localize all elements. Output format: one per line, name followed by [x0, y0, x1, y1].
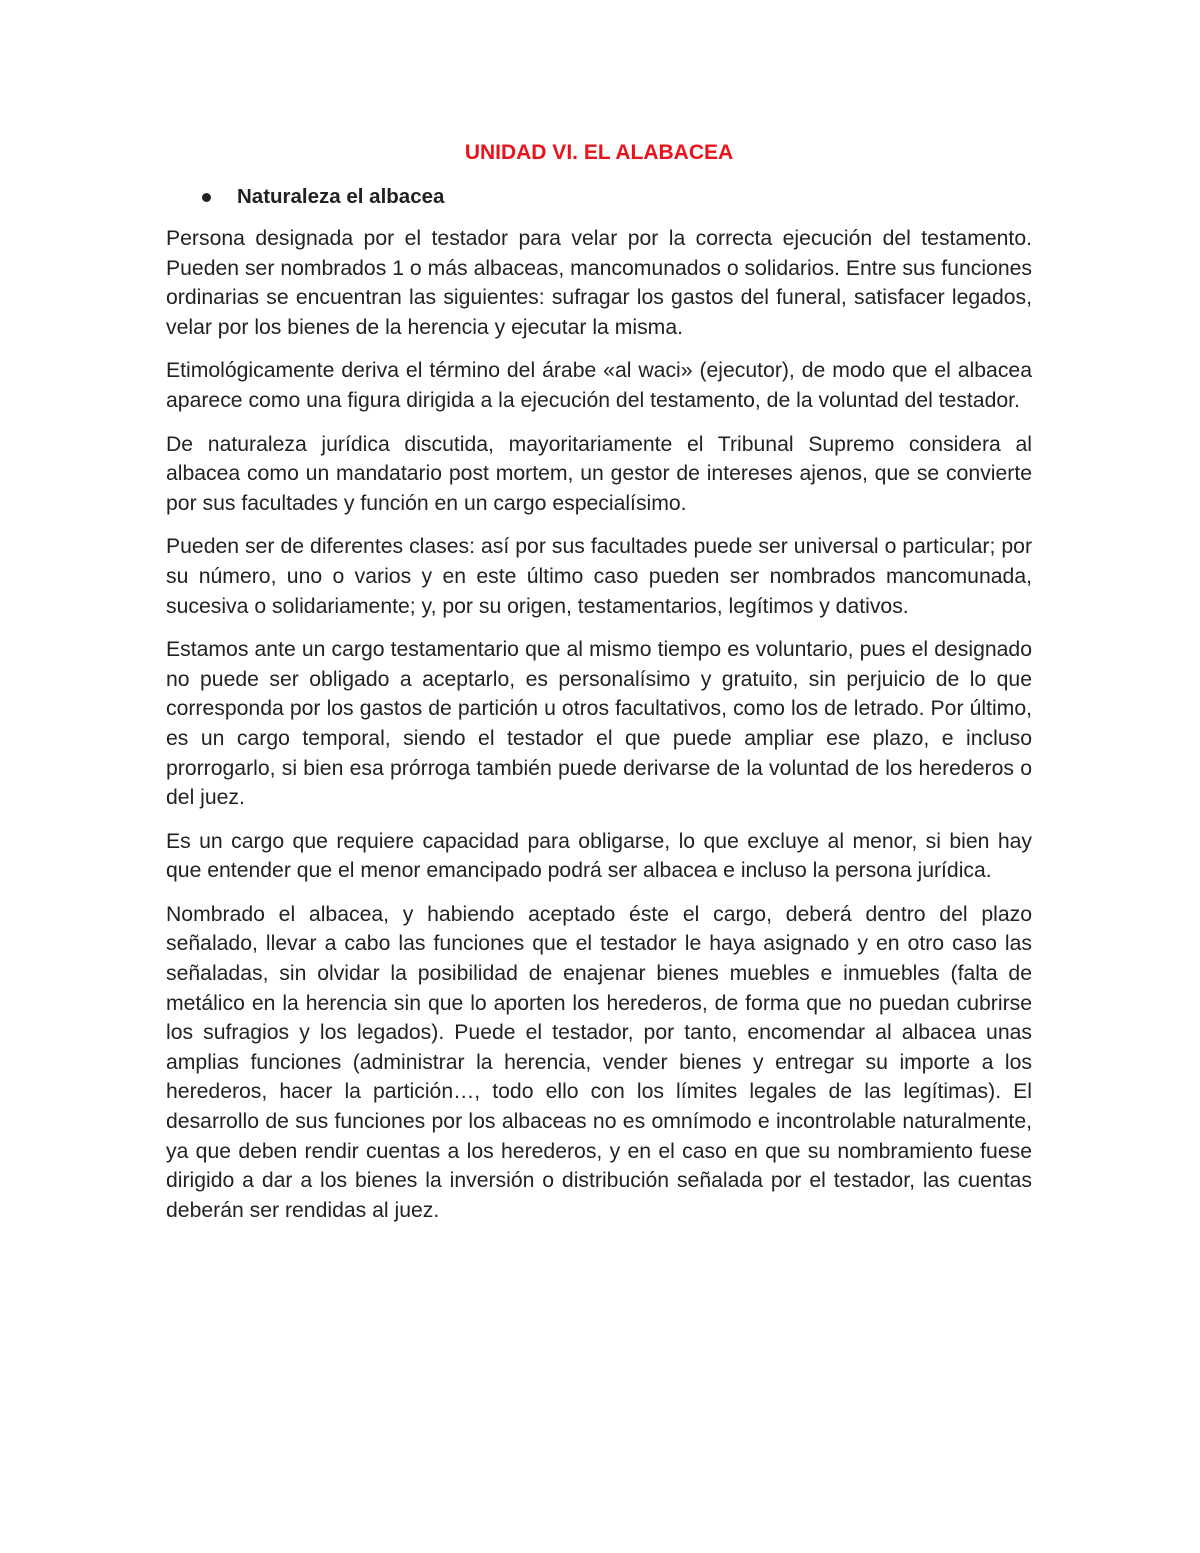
- paragraph-etymology: Etimológicamente deriva el término del árabe «al waci» (ejecutor), de modo que el albacea aparece como una figura dirigida a la ejecución del testamento, de la voluntad del testador.: [166, 359, 1032, 412]
- paragraph-classes: Pueden ser de diferentes clases: así por sus facultades puede ser universal o particular; por su número, uno o varios y en este último caso pueden ser nombrados mancomunada, sucesiva o solidariamente; y, por su origen, testamentarios, legítimos y dativos.: [166, 535, 1032, 618]
- paragraph-functions: Nombrado el albacea, y habiendo aceptado éste el cargo, deberá dentro del plazo señalado, llevar a cabo las funciones que el testador le haya asignado y en otro caso las señaladas, sin olvidar la posibilidad de enajenar bienes muebles e inmuebles (falta de metálico en la herencia sin que lo aporten los herederos, de forma que no puedan cubrirse los sufragios y los legados). Puede el testador, por tanto, encomendar al albacea unas amplias funciones (administrar la herencia, vender bienes y entregar su importe a los herederos, hacer la partición…, todo ello con los límites legales de las legítimas). El desarrollo de sus funciones por los albaceas no es omnímodo e incontrolable naturalmente, ya que deben rendir cuentas a los herederos, y en el caso en que su nombramiento fuese dirigido a dar a los bienes la inversión o distribución señalada por el testador, las cuentas deberán ser rendidas al juez.: [166, 902, 1032, 1222]
- document-content: [166, 138, 1032, 1239]
- bullet-icon: [202, 193, 211, 202]
- page-title: UNIDAD VI. EL ALABACEA: [464, 141, 734, 164]
- bullet-item: [166, 182, 1032, 212]
- paragraph-capacity: Es un cargo que requiere capacidad para obligarse, lo que excluye al menor, si bien hay que entender que el menor emancipado podrá ser albacea e incluso la persona jurídica.: [166, 829, 1032, 883]
- paragraph-definition: Persona designada por el testador para velar por la correcta ejecución del testamento. Pueden ser nombrados 1 o más albaceas, mancomunados o solidarios. Entre sus funciones ordinarias se encuentran las siguientes: sufragar los gastos del funeral, satisfacer legados, velar por los bienes de la herencia y ejecutar la misma.: [166, 227, 1032, 339]
- section-heading: Naturaleza el albacea: [237, 185, 445, 208]
- paragraph-characteristics: Estamos ante un cargo testamentario que al mismo tiempo es voluntario, pues el designado no puede ser obligado a aceptarlo, es personalísimo y gratuito, sin perjuicio de lo que corresponda por los gastos de partición u otros facultativos, como los de letrado. Por último, es un cargo temporal, siendo el testador el que puede ampliar ese plazo, e incluso prorrogarlo, si bien esa prórroga también puede derivarse de la voluntad de los herederos o del juez.: [166, 638, 1032, 810]
- paragraph-legal-nature: De naturaleza jurídica discutida, mayoritariamente el Tribunal Supremo considera al albacea como un mandatario post mortem, un gestor de intereses ajenos, que se convierte por sus facultades y función en un cargo especialísimo.: [166, 432, 1032, 515]
